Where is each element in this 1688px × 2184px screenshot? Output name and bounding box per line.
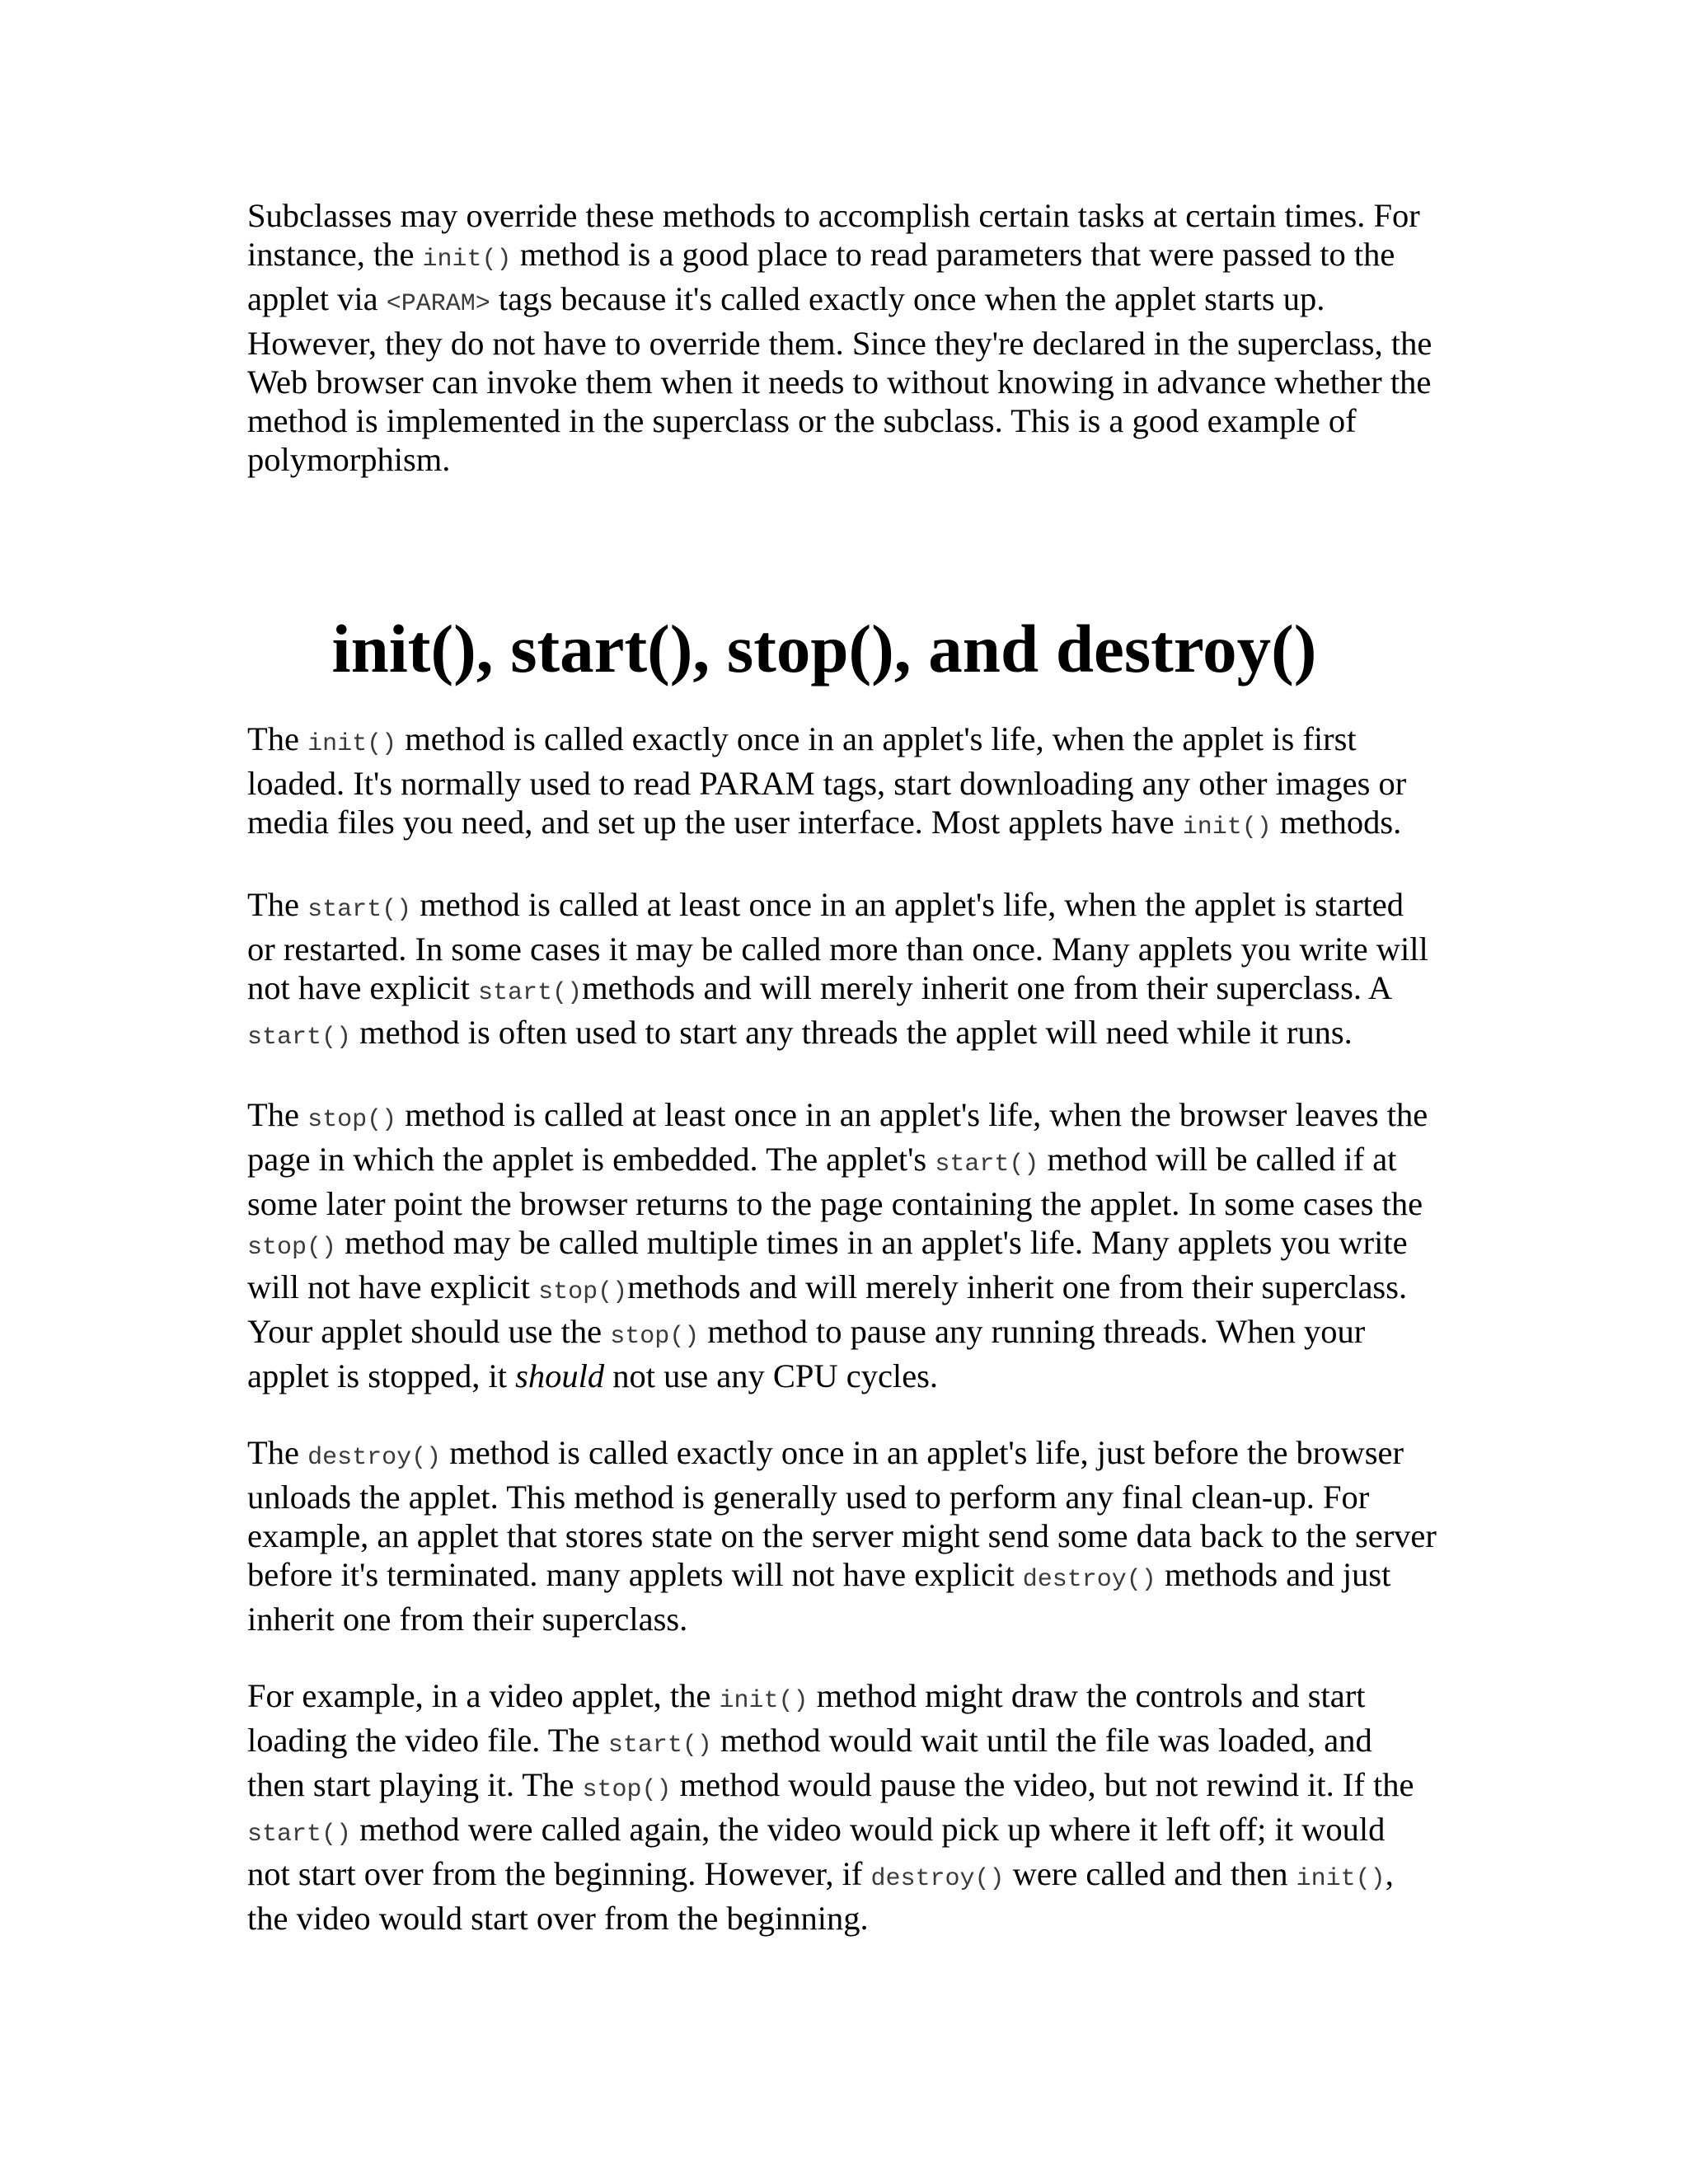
- code-destroy: destroy(): [1022, 1566, 1156, 1594]
- destroy-paragraph: The destroy() method is called exactly once in an applet's life, just before the browser unloads the applet. This method is generally used to perform any final clean-up. For example, an applet that stores state on the server might send some data back to the server before it's terminated. many applets will not have explicit destroy() methods and just inherit one from their superclass.: [247, 1434, 1437, 1638]
- code-stop: stop(): [610, 1323, 700, 1351]
- code-destroy: destroy(): [307, 1444, 442, 1472]
- code-init: init(): [1296, 1865, 1386, 1893]
- code-start: start(): [247, 1024, 352, 1052]
- code-init: init(): [307, 730, 397, 758]
- code-start: start(): [478, 979, 583, 1007]
- example-paragraph: For example, in a video applet, the init() method might draw the controls and start loading the video file. The start() method would wait until the file was loaded, and then start playing it. The stop() method would pause the video, but not rewind it. If the start() method were called again, the video would pick up where it left off; it would not start over from the beginning. However, if destroy() were called and then init(), the video would start over from the beginning.: [247, 1677, 1414, 1937]
- code-start: start(): [935, 1151, 1039, 1179]
- intro-paragraph: Subclasses may override these methods to accomplish certain tasks at certain times. For instance, the init() method is a good place to read parameters that were passed to the applet via <PARAM> tags because it's called exactly once when the applet starts up. However, they do not have to override them. Since they're declared in the superclass, the Web browser can invoke them when it needs to without knowing in advance whether the method is implemented in the superclass or the subclass. This is a good example of polymorphism.: [247, 197, 1432, 478]
- emphasis-should: should: [515, 1357, 605, 1394]
- init-paragraph: The init() method is called exactly once in an applet's life, when the applet is first loaded. It's normally used to read PARAM tags, start downloading any other images or media files you need, and set up the user interface. Most applets have init() methods.: [247, 720, 1407, 841]
- document-body: [247, 196, 1467, 1938]
- code-start: start(): [247, 1821, 352, 1849]
- code-destroy: destroy(): [870, 1865, 1005, 1893]
- code-stop: stop(): [247, 1234, 337, 1262]
- start-paragraph: The start() method is called at least once in an applet's life, when the applet is started or restarted. In some cases it may be called more than once. Many applets you write will not have explicit start()methods and will merely inherit one from their superclass. A start() method is often used to start any threads the applet will need while it runs.: [247, 886, 1428, 1052]
- code-start: start(): [607, 1732, 712, 1760]
- code-stop: stop(): [307, 1106, 397, 1134]
- code-init: init(): [1182, 813, 1272, 841]
- code-start: start(): [307, 896, 412, 924]
- section-heading: init(), start(), stop(), and destroy(): [331, 611, 1317, 687]
- code-stop: stop(): [538, 1278, 628, 1306]
- code-param-tag: <PARAM>: [386, 290, 490, 318]
- code-init: init(): [719, 1687, 809, 1715]
- code-init: init(): [422, 246, 512, 274]
- stop-paragraph: The stop() method is called at least once in an applet's life, when the browser leaves the page in which the applet is embedded. The applet's start() method will be called if at some later point the browser returns to the page containing the applet. In some cases the stop() method may be called multiple times in an applet's life. Many applets you write will not have explicit stop()methods and will merely inherit one from their superclass. Your applet should use the stop() method to pause any running threads. When your applet is stopped, it should not use any CPU cycles.: [247, 1096, 1428, 1394]
- code-stop: stop(): [582, 1776, 672, 1804]
